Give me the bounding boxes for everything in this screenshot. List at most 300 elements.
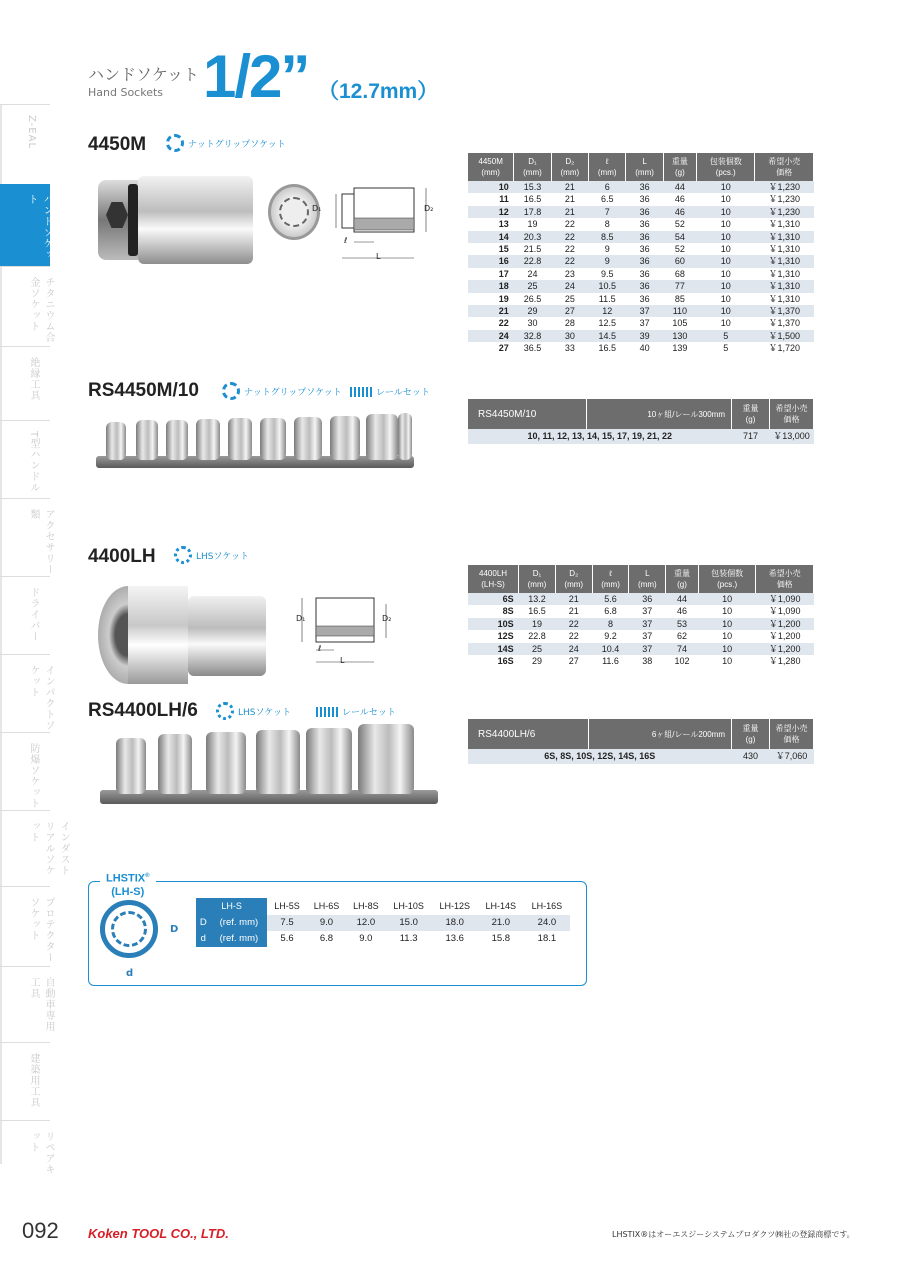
table-cell: 10 xyxy=(698,593,756,605)
table-cell: 12 xyxy=(589,305,626,317)
table-row xyxy=(468,268,814,280)
table-cell: 36 xyxy=(626,268,663,280)
set-sizes: 6S, 8S, 10S, 12S, 14S, 16S xyxy=(468,749,732,764)
table-row xyxy=(468,630,814,642)
table-cell: 27 xyxy=(555,655,592,667)
table-cell: 36 xyxy=(629,593,666,605)
column-header: D₁ (mm) xyxy=(519,565,556,593)
dim-l-label: ℓ xyxy=(318,644,322,653)
table-cell: ￥1,310 xyxy=(755,218,814,230)
table-cell: 52 xyxy=(663,218,696,230)
socket-4400lh-image xyxy=(98,582,270,688)
table-cell: 25 xyxy=(551,293,588,305)
table-cell: 18.0 xyxy=(432,915,478,931)
nut-grip-icon xyxy=(166,134,184,152)
table-cell: 36 xyxy=(626,293,663,305)
column-header: 包装個数 (pcs.) xyxy=(696,153,754,181)
set-name: RS4400LH/6 xyxy=(468,719,589,749)
table-cell: 46 xyxy=(666,605,699,617)
table-cell: 5.6 xyxy=(267,931,306,947)
table-cell: 6.8 xyxy=(592,605,629,617)
column-header: 重量 (g) xyxy=(663,153,696,181)
table-cell: ￥1,310 xyxy=(755,255,814,267)
table-cell: 22.8 xyxy=(514,255,551,267)
column-header: LH-6S xyxy=(307,898,346,915)
table-cell: 8S xyxy=(468,605,519,617)
table-row xyxy=(468,280,814,292)
table-cell: 27 xyxy=(551,305,588,317)
table-cell: 139 xyxy=(663,342,696,354)
model-4450m: 4450M xyxy=(88,134,147,155)
table-cell: 17 xyxy=(468,268,514,280)
table-cell: 10 xyxy=(696,280,754,292)
model-4400lh: 4400LH xyxy=(88,546,156,567)
lhstix-title xyxy=(100,870,156,899)
table-cell: 20.3 xyxy=(514,231,551,243)
table-cell: 15.8 xyxy=(478,931,524,947)
table-cell: 30 xyxy=(551,330,588,342)
table-cell: 7 xyxy=(589,206,626,218)
h-weight: 重量 (g) xyxy=(732,399,770,429)
column-header: LH-10S xyxy=(386,898,432,915)
table-cell: 36 xyxy=(626,206,663,218)
table-row xyxy=(468,643,814,655)
row-name: D xyxy=(196,915,211,931)
table-cell: 27 xyxy=(468,342,514,354)
table-cell: 10.5 xyxy=(589,280,626,292)
column-header: ℓ (mm) xyxy=(589,153,626,181)
tag-nut-grip-set xyxy=(222,382,342,400)
tag-label: LHSソケット xyxy=(238,707,291,718)
tag-label: レールセット xyxy=(342,708,396,718)
table-cell: 21 xyxy=(551,181,588,193)
sidebar-item-label: ハンドソケット xyxy=(26,194,52,260)
sidebar-item[interactable] xyxy=(0,1120,54,1182)
table-cell: 36 xyxy=(626,280,663,292)
table-cell: 23 xyxy=(551,268,588,280)
table-row xyxy=(468,655,814,667)
rail-set-icon xyxy=(316,707,338,717)
tag-lhs xyxy=(174,546,249,564)
h-price: 希望小売 価格 xyxy=(770,719,814,749)
set-name: RS4450M/10 xyxy=(468,399,587,429)
sidebar-item-label: リペアキット xyxy=(28,1131,54,1175)
table-cell: 13 xyxy=(468,218,514,230)
tag-label: ナットグリップソケット xyxy=(244,387,342,398)
sidebar-item[interactable] xyxy=(0,1042,50,1120)
table-cell: 10 xyxy=(698,643,756,655)
table-cell: 10 xyxy=(696,193,754,205)
table-cell: 11.6 xyxy=(592,655,629,667)
table-cell: 24.0 xyxy=(524,915,570,931)
koken-logo: Koken TOOL CO., LTD. xyxy=(88,1226,229,1241)
table-cell: 24 xyxy=(468,330,514,342)
table-cell: 36 xyxy=(626,231,663,243)
table-cell: 10 xyxy=(696,255,754,267)
tag-rail-set xyxy=(350,385,430,398)
table-cell: 21 xyxy=(555,593,592,605)
column-header: LH-14S xyxy=(478,898,524,915)
column-header: D₁ (mm) xyxy=(514,153,551,181)
table-cell: 14S xyxy=(468,643,519,655)
table-row xyxy=(468,305,814,317)
table-cell: 14.5 xyxy=(589,330,626,342)
table-cell: 15.3 xyxy=(514,181,551,193)
column-header: L (mm) xyxy=(629,565,666,593)
dimension-drawing-4450m xyxy=(334,184,442,264)
table-cell: 14 xyxy=(468,231,514,243)
rail-set-rs4450m-image xyxy=(96,408,416,470)
table-cell: 22 xyxy=(551,243,588,255)
set-desc: 6ヶ組/レール200mm xyxy=(589,719,732,749)
rail-set-icon xyxy=(350,387,372,397)
sidebar-item-label: 絶縁工具 xyxy=(28,357,39,401)
dim-d2-label: D₂ xyxy=(382,614,392,623)
table-cell: 53 xyxy=(666,618,699,630)
table-row xyxy=(468,181,814,193)
table-cell: 10 xyxy=(698,630,756,642)
table-cell: 74 xyxy=(666,643,699,655)
table-cell: 77 xyxy=(663,280,696,292)
table-cell: 16.5 xyxy=(589,342,626,354)
column-header: 4450M (mm) xyxy=(468,153,514,181)
column-header: 希望小売 価格 xyxy=(755,153,814,181)
table-row xyxy=(196,915,570,931)
tag-nut-grip xyxy=(166,134,286,152)
column-header: ℓ (mm) xyxy=(592,565,629,593)
table-cell: 10 xyxy=(698,618,756,630)
dim-L-label: L xyxy=(340,656,345,665)
table-cell: 33 xyxy=(551,342,588,354)
nut-grip-icon xyxy=(222,382,240,400)
table-cell: 9.0 xyxy=(307,915,346,931)
table-cell: 11.5 xyxy=(589,293,626,305)
table-row xyxy=(468,317,814,329)
table-cell: 29 xyxy=(514,305,551,317)
table-cell: 37 xyxy=(629,630,666,642)
set-weight: 430 xyxy=(732,749,770,764)
h-price: 希望小売 価格 xyxy=(770,399,814,429)
table-cell: 36 xyxy=(626,193,663,205)
table-cell: 22 xyxy=(555,630,592,642)
table-cell: ￥1,200 xyxy=(756,630,814,642)
table-cell: 16.5 xyxy=(514,193,551,205)
table-cell: 6S xyxy=(468,593,519,605)
table-row xyxy=(468,231,814,243)
table-row xyxy=(196,931,570,947)
drive-size-mm: （12.7mm） xyxy=(318,80,439,103)
table-cell: 21.0 xyxy=(478,915,524,931)
table-row xyxy=(468,218,814,230)
table-cell: 22 xyxy=(468,317,514,329)
table-cell: 21 xyxy=(551,193,588,205)
sidebar-item[interactable] xyxy=(0,420,50,498)
tag-lhs-set xyxy=(216,702,291,720)
set-weight: 717 xyxy=(732,429,770,444)
table-cell: 38 xyxy=(629,655,666,667)
spec-table-4450m xyxy=(468,153,814,355)
table-cell: 10S xyxy=(468,618,519,630)
table-cell: 32.8 xyxy=(514,330,551,342)
table-cell: 24 xyxy=(551,280,588,292)
table-cell: 21 xyxy=(468,305,514,317)
table-cell: 15 xyxy=(468,243,514,255)
table-cell: 21 xyxy=(551,206,588,218)
table-cell: 9.0 xyxy=(346,931,385,947)
table-cell: 44 xyxy=(666,593,699,605)
table-cell: 10 xyxy=(698,655,756,667)
lhs-icon xyxy=(174,546,192,564)
column-header: L (mm) xyxy=(626,153,663,181)
column-header: 希望小売 価格 xyxy=(756,565,814,593)
set-price: ￥7,060 xyxy=(770,749,814,764)
table-cell: ￥1,720 xyxy=(755,342,814,354)
table-row xyxy=(468,193,814,205)
page-title-en: Hand Sockets xyxy=(88,86,164,99)
sidebar-item-label: チタニウム合金ソケット xyxy=(28,277,54,343)
model-rs4450m: RS4450M/10 xyxy=(88,380,199,401)
table-cell: 36 xyxy=(626,218,663,230)
table-cell: 17.8 xyxy=(514,206,551,218)
table-cell: ￥1,310 xyxy=(755,268,814,280)
table-cell: 102 xyxy=(666,655,699,667)
table-cell: 25 xyxy=(514,280,551,292)
table-cell: ￥1,370 xyxy=(755,317,814,329)
column-header: D₂ (mm) xyxy=(551,153,588,181)
table-cell: 18.1 xyxy=(524,931,570,947)
table-cell: 85 xyxy=(663,293,696,305)
sidebar-item[interactable] xyxy=(0,732,50,810)
table-cell: 10 xyxy=(696,293,754,305)
drive-size: 1/2” xyxy=(203,43,309,110)
tag-label: ナットグリップソケット xyxy=(188,139,286,150)
table-cell: 22 xyxy=(551,218,588,230)
table-cell: 11 xyxy=(468,193,514,205)
table-cell: 21.5 xyxy=(514,243,551,255)
table-cell: 10 xyxy=(696,181,754,193)
table-cell: 21 xyxy=(555,605,592,617)
table-cell: 10 xyxy=(468,181,514,193)
tag-label: LHSソケット xyxy=(196,551,249,562)
spec-table-4400lh xyxy=(468,565,814,667)
table-cell: 9.5 xyxy=(589,268,626,280)
table-cell: 26.5 xyxy=(514,293,551,305)
sidebar-item[interactable] xyxy=(0,498,54,576)
table-cell: 10 xyxy=(698,605,756,617)
table-cell: 16.5 xyxy=(519,605,556,617)
sidebar-item-label: プロテクターソケット xyxy=(28,897,54,963)
table-cell: 22 xyxy=(555,618,592,630)
table-cell: 40 xyxy=(626,342,663,354)
column-header: 重量 (g) xyxy=(666,565,699,593)
table-cell: 37 xyxy=(629,643,666,655)
table-cell: 5 xyxy=(696,342,754,354)
table-row xyxy=(468,255,814,267)
lhs-icon xyxy=(216,702,234,720)
table-cell: ￥1,500 xyxy=(755,330,814,342)
table-cell: 9 xyxy=(589,243,626,255)
column-header: D₂ (mm) xyxy=(555,565,592,593)
table-cell: 19 xyxy=(468,293,514,305)
set-table-rs4450m xyxy=(468,399,814,444)
table-row xyxy=(468,593,814,605)
table-row xyxy=(468,243,814,255)
table-cell: 10.4 xyxy=(592,643,629,655)
table-cell: 30 xyxy=(514,317,551,329)
dim-L-label: L xyxy=(376,252,381,261)
table-cell: 6.5 xyxy=(589,193,626,205)
sidebar-item[interactable] xyxy=(0,104,50,184)
sidebar-item[interactable] xyxy=(0,576,50,654)
table-cell: 46 xyxy=(663,193,696,205)
table-row xyxy=(468,293,814,305)
table-cell: ￥1,230 xyxy=(755,206,814,218)
table-cell: ￥1,090 xyxy=(756,605,814,617)
table-cell: 22.8 xyxy=(519,630,556,642)
table-cell: 9 xyxy=(589,255,626,267)
table-cell: 37 xyxy=(629,618,666,630)
sidebar-item[interactable] xyxy=(0,346,50,420)
table-cell: 13.2 xyxy=(519,593,556,605)
table-cell: 10 xyxy=(696,268,754,280)
socket-4450m-image xyxy=(98,170,258,270)
table-cell: 24 xyxy=(514,268,551,280)
table-cell: 22 xyxy=(551,255,588,267)
sidebar-item-label: アクセサリー類 xyxy=(28,509,54,575)
table-cell: ￥1,090 xyxy=(756,593,814,605)
table-cell: 5 xyxy=(696,330,754,342)
sidebar-item-label: インパクトソケット xyxy=(28,665,54,731)
table-cell: 44 xyxy=(663,181,696,193)
sidebar-item[interactable] xyxy=(0,966,54,1042)
table-cell: 10 xyxy=(696,243,754,255)
set-table-rs4400lh xyxy=(468,719,814,764)
table-cell: 54 xyxy=(663,231,696,243)
table-cell: 62 xyxy=(666,630,699,642)
set-sizes: 10, 11, 12, 13, 14, 15, 17, 19, 21, 22 xyxy=(468,429,732,444)
sidebar-item-label: インダストリアルソケット xyxy=(28,821,69,876)
table-cell: ￥1,230 xyxy=(755,181,814,193)
table-cell: 16S xyxy=(468,655,519,667)
sidebar-item-label: Z-EAL xyxy=(26,115,37,150)
column-header: LH-5S xyxy=(267,898,306,915)
table-cell: 46 xyxy=(663,206,696,218)
table-cell: 12.5 xyxy=(589,317,626,329)
table-cell: ￥1,310 xyxy=(755,231,814,243)
table-cell: 130 xyxy=(663,330,696,342)
table-cell: 10 xyxy=(696,218,754,230)
sidebar-item-label: 建築用工具 xyxy=(28,1053,39,1108)
table-cell: ￥1,310 xyxy=(755,293,814,305)
sidebar-item[interactable] xyxy=(0,810,69,886)
table-cell: 12.0 xyxy=(346,915,385,931)
table-cell: 22 xyxy=(551,231,588,243)
table-cell: 8 xyxy=(592,618,629,630)
table-cell: 25 xyxy=(519,643,556,655)
table-cell: ￥1,280 xyxy=(756,655,814,667)
table-cell: 105 xyxy=(663,317,696,329)
lhstix-table xyxy=(196,898,570,947)
column-header: 包装個数 (pcs.) xyxy=(698,565,756,593)
table-cell: 36.5 xyxy=(514,342,551,354)
table-cell: ￥1,200 xyxy=(756,618,814,630)
dim-l-label: ℓ xyxy=(344,236,348,245)
column-header: LH-8S xyxy=(346,898,385,915)
sidebar-item[interactable] xyxy=(0,886,54,966)
table-cell: ￥1,370 xyxy=(755,305,814,317)
sidebar-item-label: 自動車専用工具 xyxy=(28,977,54,1032)
set-price: ￥13,000 xyxy=(770,429,814,444)
sidebar-item[interactable] xyxy=(0,654,54,732)
table-cell: 24 xyxy=(555,643,592,655)
set-desc: 10ヶ組/レール300mm xyxy=(587,399,732,429)
lhstix-subtitle: (LH-S) xyxy=(111,885,145,898)
table-cell: 12S xyxy=(468,630,519,642)
table-cell: 52 xyxy=(663,243,696,255)
table-cell: 8.5 xyxy=(589,231,626,243)
table-cell: 10 xyxy=(696,206,754,218)
column-header: 4400LH (LH-S) xyxy=(468,565,519,593)
page-number: 092 xyxy=(22,1218,59,1243)
table-row xyxy=(468,618,814,630)
lhs-profile-icon xyxy=(100,900,158,958)
column-header: LH-12S xyxy=(432,898,478,915)
table-cell: 37 xyxy=(626,305,663,317)
trademark-note: LHSTIX®はオーエスジーシステムプロダクツ㈱社の登録商標です。 xyxy=(612,1230,855,1239)
table-cell: 29 xyxy=(519,655,556,667)
table-cell: 10 xyxy=(696,305,754,317)
sidebar-item[interactable] xyxy=(0,266,54,346)
dim-d1-label: D₁ xyxy=(296,614,306,623)
table-cell: 68 xyxy=(663,268,696,280)
row-name: d xyxy=(196,931,211,947)
sidebar-item-label: T型ハンドル xyxy=(28,431,39,494)
table-cell: 13.6 xyxy=(432,931,478,947)
table-cell: 16 xyxy=(468,255,514,267)
table-cell: 5.6 xyxy=(592,593,629,605)
table-cell: 10 xyxy=(696,231,754,243)
sidebar-item[interactable] xyxy=(0,184,50,266)
table-cell: 15.0 xyxy=(386,915,432,931)
table-cell: 36 xyxy=(626,243,663,255)
row-unit: (ref. mm) xyxy=(211,915,268,931)
table-cell: 37 xyxy=(629,605,666,617)
page-title-jp: ハンドソケット xyxy=(88,65,200,84)
table-row xyxy=(468,206,814,218)
table-cell: 8 xyxy=(589,218,626,230)
table-cell: 110 xyxy=(663,305,696,317)
dimension-drawing-4400lh xyxy=(300,594,400,666)
h-weight: 重量 (g) xyxy=(732,719,770,749)
row-unit: (ref. mm) xyxy=(211,931,268,947)
table-cell: 18 xyxy=(468,280,514,292)
rail-set-rs4400lh-image xyxy=(100,724,440,808)
table-row xyxy=(468,605,814,617)
column-header: LH-S xyxy=(196,898,267,915)
table-cell: ￥1,310 xyxy=(755,243,814,255)
dim-d2-label: D₂ xyxy=(424,204,434,213)
table-cell: 7.5 xyxy=(267,915,306,931)
table-cell: ￥1,200 xyxy=(756,643,814,655)
sidebar-item-label: 防爆ソケット xyxy=(28,743,39,809)
table-cell: 6 xyxy=(589,181,626,193)
dim-d1-label: D₁ xyxy=(312,204,322,213)
lhstix-name: LHSTIX xyxy=(106,872,146,885)
table-cell: 36 xyxy=(626,255,663,267)
table-row xyxy=(468,330,814,342)
sidebar-item-label: ドライバー xyxy=(28,587,39,642)
table-cell: 36 xyxy=(626,181,663,193)
